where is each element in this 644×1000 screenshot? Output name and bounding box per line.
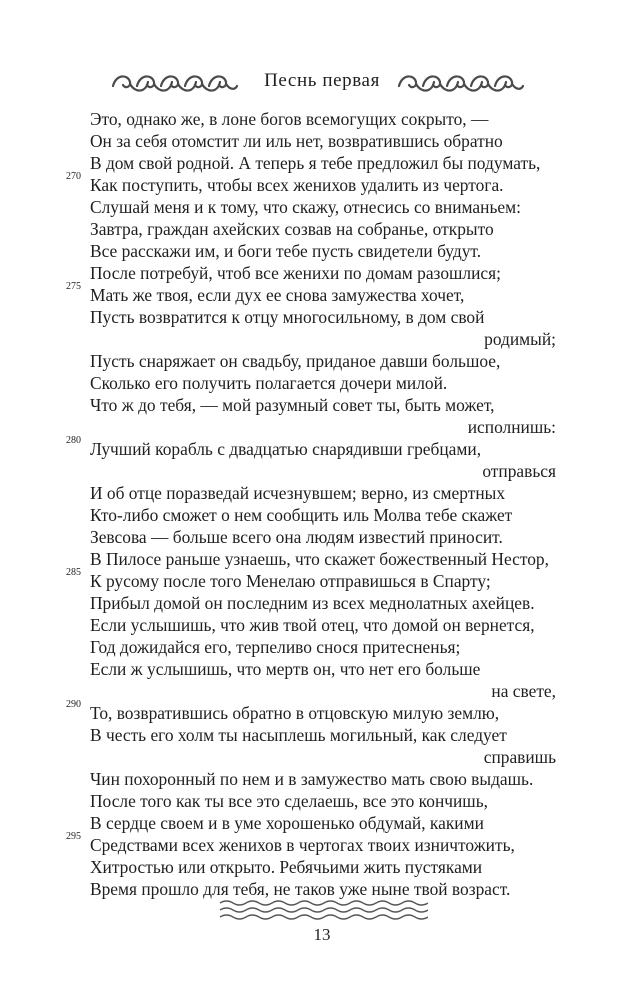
verse-text: исполнишь:	[467, 417, 556, 437]
verse-line	[90, 504, 556, 526]
verse-line	[66, 699, 556, 724]
verse-text: Что ж до тебя, — мой разумный совет ты, быть может,	[90, 395, 495, 415]
verse-line	[90, 240, 556, 262]
line-number: 270	[66, 171, 81, 182]
verse-text: То, возвратившись обратно в отцовскую милую землю,	[90, 703, 500, 723]
verse-line-continuation	[90, 328, 556, 350]
verse-text: Пусть снаряжает он свадьбу, приданое давши большое,	[90, 351, 501, 371]
line-number: 295	[66, 831, 81, 842]
verse-line	[90, 878, 556, 900]
verse-line	[90, 350, 556, 372]
verse-line	[90, 658, 556, 680]
verse-line	[66, 567, 556, 592]
verse-line	[90, 394, 556, 416]
wave-ornament-icon	[110, 68, 240, 96]
verse-line	[90, 614, 556, 636]
verse-text: Лучший корабль с двадцатью снарядивши гребцами,	[90, 439, 482, 459]
line-number: 275	[66, 281, 81, 292]
verse-line	[90, 856, 556, 878]
verse-line	[90, 306, 556, 328]
verse-text: на свете,	[491, 681, 556, 701]
verse-line-continuation	[90, 416, 556, 438]
running-header	[0, 64, 644, 100]
verse-text: Слушай меня и к тому, что скажу, отнесись со вниманьем:	[90, 197, 521, 217]
verse-line	[90, 724, 556, 746]
verse-line-continuation	[90, 746, 556, 768]
verse-line	[90, 262, 556, 284]
verse-line	[90, 130, 556, 152]
verse-text: В Пилосе раньше узнаешь, что скажет божественный Нестор,	[90, 549, 549, 569]
verse-line	[90, 768, 556, 790]
verse-text: Прибыл домой он последним из всех меднолатных ахейцев.	[90, 593, 535, 613]
verse-line	[90, 196, 556, 218]
verse-text: Это, однако же, в лоне богов всемогущих сокрыто, —	[90, 109, 489, 129]
running-title: Песнь первая	[264, 70, 380, 91]
page-number: 13	[313, 925, 331, 944]
verse-text: К русому после того Менелаю отправишься в Спарту;	[90, 571, 491, 591]
verse-text: родимый;	[484, 329, 556, 349]
verse-text: Если ж услышишь, что мертв он, что нет его больше	[90, 659, 481, 679]
verse-text: Мать же твоя, если дух ее снова замужества хочет,	[90, 285, 465, 305]
wave-ornament-icon	[396, 68, 526, 96]
verse-line	[90, 372, 556, 394]
verse-line-continuation	[90, 680, 556, 702]
verse-text: Чин похоронный по нем и в замужество мать свою выдашь.	[90, 769, 534, 789]
verse-text: Как поступить, чтобы всех женихов удалить из чертога.	[90, 175, 504, 195]
verse-text: Кто-либо сможет о нем сообщить иль Молва тебе скажет	[90, 505, 513, 525]
verse-text: Средствами всех женихов в чертогах твоих изничтожить,	[90, 835, 515, 855]
verse-line	[90, 592, 556, 614]
verse-line	[90, 482, 556, 504]
verse-line	[90, 548, 556, 570]
verse-text: После потребуй, чтоб все женихи по домам разошлися;	[90, 263, 501, 283]
verse-text: И об отце поразведай исчезнувшем; верно, из смертных	[90, 483, 506, 503]
verse-text: Хитростью или открыто. Ребячьими жить пустяками	[90, 857, 483, 877]
verse-text: В честь его холм ты насыплешь могильный, как следует	[90, 725, 507, 745]
wave-lines-icon	[216, 898, 428, 922]
verse-line	[90, 152, 556, 174]
verse-line	[90, 812, 556, 834]
verse-line	[90, 218, 556, 240]
verse-text: справишь	[483, 747, 556, 767]
verse-line	[90, 526, 556, 548]
verse-text: Сколько его получить полагается дочери милой.	[90, 373, 448, 393]
verse-text: отправься	[482, 461, 556, 481]
verse-line	[90, 108, 556, 130]
verse-text: Завтра, граждан ахейских созвав на собранье, открыто	[90, 219, 494, 239]
verse-text: Он за себя отомстит ли иль нет, возвратившись обратно	[90, 131, 503, 151]
verse-text: Время прошло для тебя, не таков уже ныне твой возраст.	[90, 879, 511, 899]
line-number: 280	[66, 435, 81, 446]
verse-text: Все расскажи им, и боги тебе пусть свидетели будут.	[90, 241, 482, 261]
verse-line	[90, 790, 556, 812]
verse-line-continuation	[90, 460, 556, 482]
line-number: 290	[66, 699, 81, 710]
verse-line	[90, 636, 556, 658]
poem-text	[66, 108, 556, 900]
verse-text: Зевсова — больше всего она людям известий приносит.	[90, 527, 503, 547]
verse-text: После того как ты все это сделаешь, все это кончишь,	[90, 791, 488, 811]
verse-text: Пусть возвратится к отцу многосильному, в дом свой	[90, 307, 485, 327]
verse-line	[66, 171, 556, 196]
verse-text: Год дожидайся его, терпеливо снося притесненья;	[90, 637, 461, 657]
line-number: 285	[66, 567, 81, 578]
verse-line	[66, 831, 556, 856]
verse-text: В сердце своем и в уме хорошенько обдумай, какими	[90, 813, 484, 833]
verse-line	[66, 435, 556, 460]
verse-text: Если услышишь, что жив твой отец, что домой он вернется,	[90, 615, 535, 635]
verse-text: В дом свой родной. А теперь я тебе предложил бы подумать,	[90, 153, 541, 173]
verse-line	[66, 281, 556, 306]
